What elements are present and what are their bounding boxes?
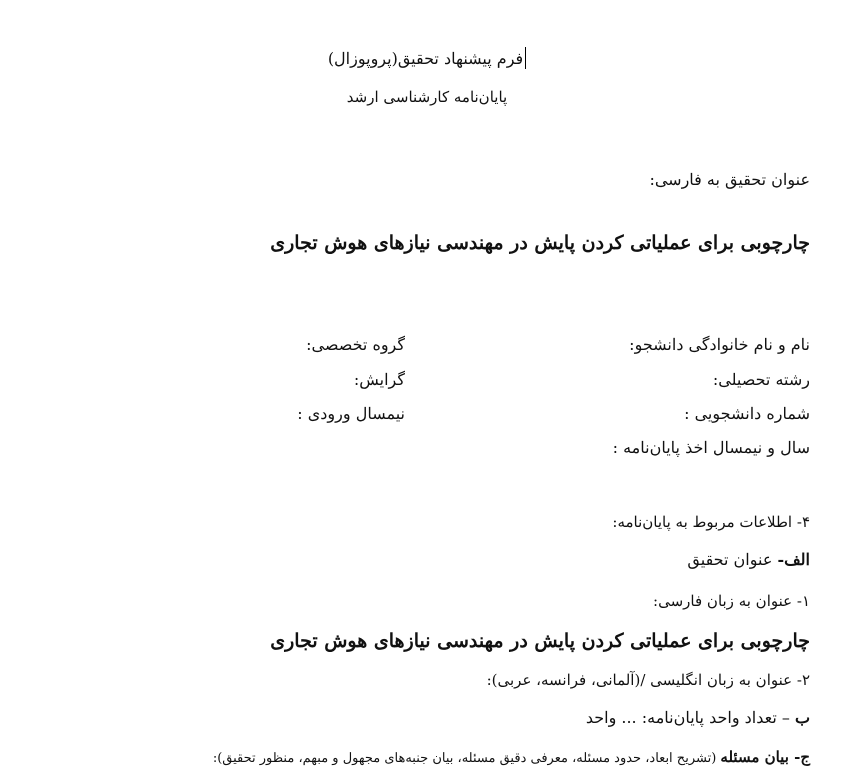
branch-label: گرایش: [353,370,405,389]
form-title [312,47,542,69]
je-prefix: ج- بیان مسئله [720,748,810,766]
alef-text: عنوان تحقیق [687,550,778,569]
student-name-label: نام و نام خانوادگی دانشجو: [629,335,810,354]
je-text: (تشریح ابعاد، حدود مسئله، معرفی دقیق مسئله، بیان جنبه‌های مجهول و مبهم، منظور تحقیق): [212,751,721,766]
section4-heading: ۴- اطلاعات مربوط به پایان‌نامه: [612,513,810,531]
student-number-label: شماره دانشجویی : [684,404,810,423]
be-line [586,708,810,727]
alef-line [687,550,810,569]
form-title-text: فرم پیشنهاد تحقیق(پروپوزال) [327,49,524,68]
be-prefix: ب [794,708,810,727]
alef-prefix: الف- [777,550,810,569]
item1-title: چارچوبی برای عملیاتی کردن پایش در مهندسی نیازهای هوش تجاری [270,630,810,652]
thesis-year-label: سال و نیمسال اخذ پایان‌نامه : [612,438,810,457]
entry-semester-label: نیمسال ورودی : [297,404,405,423]
title-fa-label: عنوان تحقیق به فارسی: [649,170,810,189]
degree-subtitle: پایان‌نامه کارشناسی ارشد [346,88,508,106]
je-line [213,748,810,766]
text-cursor [525,47,526,69]
title-fa: چارچوبی برای عملیاتی کردن پایش در مهندسی نیازهای هوش تجاری [270,232,810,254]
item2-label: ۲- عنوان به زبان انگلیسی /(آلمانی، فرانسه، عربی): [486,671,810,689]
be-text: – تعداد واحد پایان‌نامه: ... واحد [585,708,795,727]
group-label: گروه تخصصی: [306,335,405,354]
item1-label: ۱- عنوان به زبان فارسی: [653,592,810,610]
field-label: رشته تحصیلی: [712,370,810,389]
